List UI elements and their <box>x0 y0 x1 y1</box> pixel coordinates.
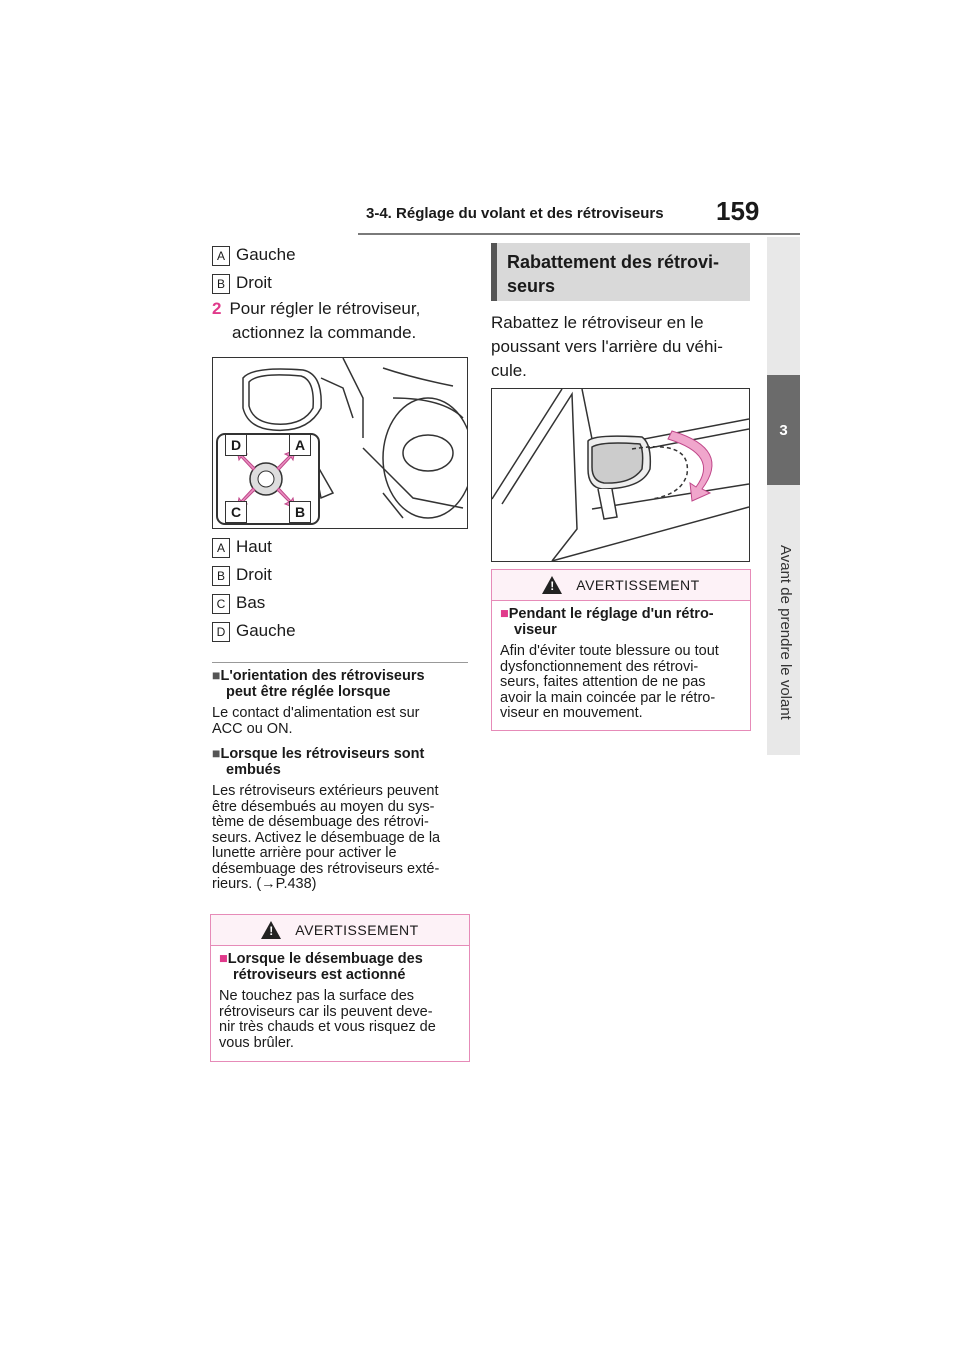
label-text: Gauche <box>236 245 296 264</box>
note-title: ■L'orientation des rétroviseurs peut être réglée lorsque <box>212 667 425 700</box>
warning-box-defog <box>210 914 470 1062</box>
note-fogged <box>212 746 472 893</box>
mirror-switch-illustration <box>213 358 467 528</box>
fig-letter-b: B <box>289 501 311 523</box>
letter-box: A <box>212 538 230 558</box>
section-divider <box>212 662 468 663</box>
label-text: Gauche <box>236 621 296 640</box>
note-orientation <box>212 668 472 737</box>
warning-header: ! AVERTISSEMENT <box>211 915 469 946</box>
warning-text: Ne touchez pas la surface des rétroviseurs car ils peuvent deve- nir très chauds et vous risquez de vous brûler. <box>219 988 436 1051</box>
warning-text: Afin d'éviter toute blessure ou tout dysfonctionnement des rétrovi- seurs, faites attention de ne pas avoir la main coincée par le rétro- viseur en mouvement. <box>500 643 719 721</box>
note-body: Le contact d'alimentation est sur ACC ou ON. <box>212 705 420 737</box>
section-heading-folding: Rabattement des rétrovi- seurs <box>491 243 750 301</box>
mirror-switch-figure <box>212 357 468 529</box>
letter-box: B <box>212 274 230 294</box>
letter-box: A <box>212 246 230 266</box>
page-number: 159 <box>716 196 760 226</box>
warning-title: ■Lorsque le désembuage des rétroviseurs est actionné <box>219 951 423 983</box>
label-text: Droit <box>236 565 272 584</box>
step-line: actionnez la commande. <box>232 323 417 342</box>
warning-body <box>211 946 469 1057</box>
chapter-label: Avant de prendre le volant <box>777 545 794 720</box>
mirror-folding-figure <box>491 388 750 562</box>
header-rule <box>358 233 800 235</box>
letter-box: B <box>212 566 230 586</box>
letter-box: D <box>212 622 230 642</box>
folding-paragraph: Rabattez le rétroviseur en le poussant vers l'arrière du véhi- cule. <box>491 313 723 380</box>
step-2 <box>212 297 420 345</box>
step-line: Pour régler le rétroviseur, <box>229 299 421 318</box>
step-number: 2 <box>212 299 222 318</box>
square-bullet-icon: ■ <box>500 606 509 622</box>
letter-box: C <box>212 594 230 614</box>
label-a-left <box>212 245 296 266</box>
label-text: Droit <box>236 273 272 292</box>
fig-letter-c: C <box>225 501 247 523</box>
square-bullet-icon: ■ <box>219 951 228 967</box>
warning-title: ■Pendant le réglage d'un rétro- viseur <box>500 606 714 638</box>
note-body: Les rétroviseurs extérieurs peuvent être désembués au moyen du sys- tème de désembuage des rétrovi- seurs. Activez le désembuage de la lunette arrière pour activer le désembuage des rétroviseurs exté- rieurs. (→P.438) <box>212 783 441 892</box>
label-d-left <box>212 621 296 642</box>
side-tab-track <box>767 237 800 375</box>
label-text: Haut <box>236 537 272 556</box>
section-header-title: 3-4. Réglage du volant et des rétroviseurs <box>366 205 664 222</box>
square-bullet-icon: ■ <box>212 745 221 761</box>
label-c-down <box>212 593 265 614</box>
label-text: Bas <box>236 593 266 612</box>
square-bullet-icon: ■ <box>212 667 221 683</box>
label-a-up <box>212 537 272 558</box>
warning-triangle-icon <box>542 576 562 594</box>
fig-letter-d: D <box>225 434 247 456</box>
warning-box-folding <box>491 569 751 731</box>
label-b-right <box>212 273 272 294</box>
warning-header: ! AVERTISSEMENT <box>492 570 750 601</box>
note-title: ■Lorsque les rétroviseurs sont embués <box>212 745 425 778</box>
fig-letter-a: A <box>289 434 311 456</box>
chapter-tab: 3 <box>767 375 800 485</box>
warning-body <box>492 601 750 728</box>
label-b-right <box>212 565 272 586</box>
mirror-folding-illustration <box>492 389 749 561</box>
warning-triangle-icon <box>261 921 281 939</box>
